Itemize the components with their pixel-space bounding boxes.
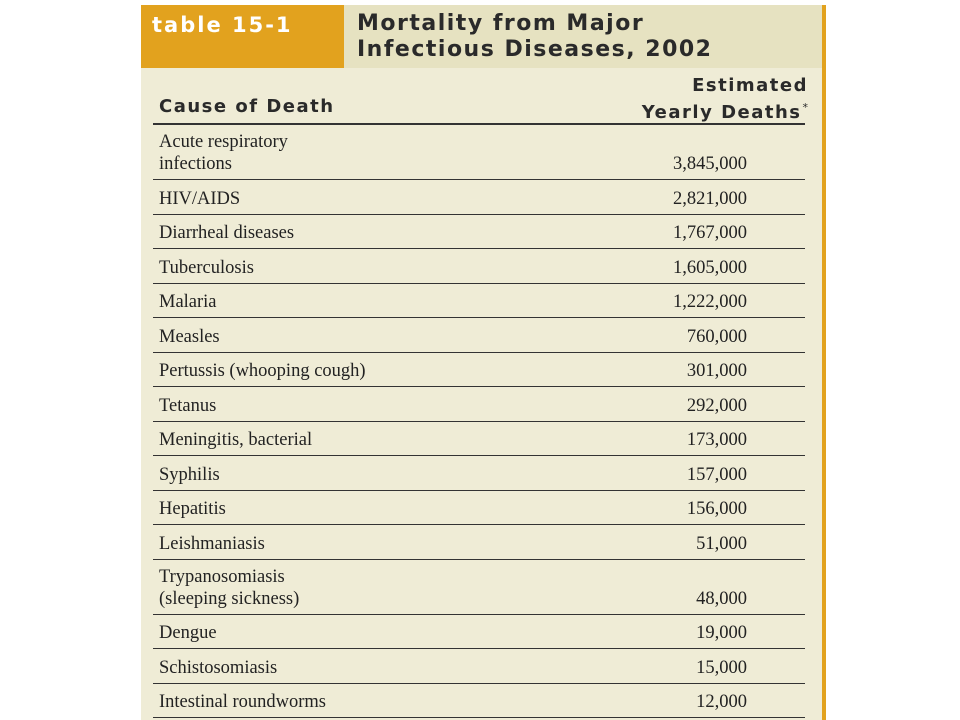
column-header-deaths-line-1: Estimated (692, 75, 808, 96)
table-row (153, 684, 805, 719)
table-number-tag (141, 5, 344, 68)
table-row (153, 491, 805, 526)
estimated-yearly-deaths: 760,000 (686, 326, 747, 347)
table-row (153, 249, 805, 284)
estimated-yearly-deaths: 1,605,000 (673, 257, 747, 278)
table-row (153, 525, 805, 560)
cause-of-death: Acute respiratory infections (159, 132, 288, 174)
footnote-mark: * (802, 101, 808, 114)
table-title-line-1: Mortality from Major (357, 11, 645, 36)
table-row (153, 125, 805, 180)
table-row (153, 422, 805, 457)
estimated-yearly-deaths: 301,000 (686, 361, 747, 381)
table-title (357, 11, 713, 63)
estimated-yearly-deaths: 48,000 (696, 588, 747, 609)
table-number: table 15-1 (152, 13, 293, 37)
estimated-yearly-deaths: 3,845,000 (673, 154, 747, 174)
table-row (153, 649, 805, 684)
estimated-yearly-deaths: 51,000 (696, 533, 747, 554)
estimated-yearly-deaths: 173,000 (686, 430, 747, 450)
cause-of-death: Trypanosomiasis (sleeping sickness) (159, 566, 300, 609)
cause-of-death: Schistosomiasis (159, 657, 278, 678)
table-row (153, 180, 805, 215)
column-header-deaths (642, 75, 808, 124)
column-header-cause: Cause of Death (159, 96, 335, 117)
estimated-yearly-deaths: 1,222,000 (673, 292, 747, 312)
column-header-deaths-line-2: Yearly Deaths (641, 102, 802, 123)
cause-of-death: Hepatitis (159, 499, 226, 519)
table-row (153, 318, 805, 353)
estimated-yearly-deaths: 156,000 (686, 499, 747, 519)
table-row (153, 387, 805, 422)
estimated-yearly-deaths: 19,000 (696, 623, 747, 643)
right-accent-rule (822, 5, 826, 720)
estimated-yearly-deaths: 15,000 (696, 657, 747, 678)
table-title-line-2: Infectious Diseases, 2002 (357, 37, 713, 62)
cause-of-death: Pertussis (whooping cough) (159, 361, 366, 381)
table-row (153, 353, 805, 388)
table-body (153, 125, 805, 718)
table-panel (141, 5, 822, 720)
estimated-yearly-deaths: 1,767,000 (673, 223, 747, 243)
cause-of-death: Tuberculosis (159, 257, 254, 278)
table-row (153, 615, 805, 650)
table-row (153, 560, 805, 615)
table-row (153, 215, 805, 250)
estimated-yearly-deaths: 2,821,000 (673, 188, 747, 209)
cause-of-death: Measles (159, 326, 220, 347)
table-header (141, 5, 822, 68)
cause-of-death: Syphilis (159, 464, 220, 485)
cause-of-death: Dengue (159, 623, 217, 643)
table-row (153, 456, 805, 491)
cause-of-death: Tetanus (159, 395, 217, 416)
estimated-yearly-deaths: 157,000 (686, 464, 747, 485)
table-row (153, 284, 805, 319)
cause-of-death: HIV/AIDS (159, 188, 241, 209)
cause-of-death: Malaria (159, 292, 217, 312)
estimated-yearly-deaths: 12,000 (696, 692, 747, 712)
cause-of-death: Leishmaniasis (159, 533, 265, 554)
estimated-yearly-deaths: 292,000 (686, 395, 747, 416)
cause-of-death: Meningitis, bacterial (159, 430, 313, 450)
cause-of-death: Diarrheal diseases (159, 223, 295, 243)
cause-of-death: Intestinal roundworms (159, 692, 326, 712)
